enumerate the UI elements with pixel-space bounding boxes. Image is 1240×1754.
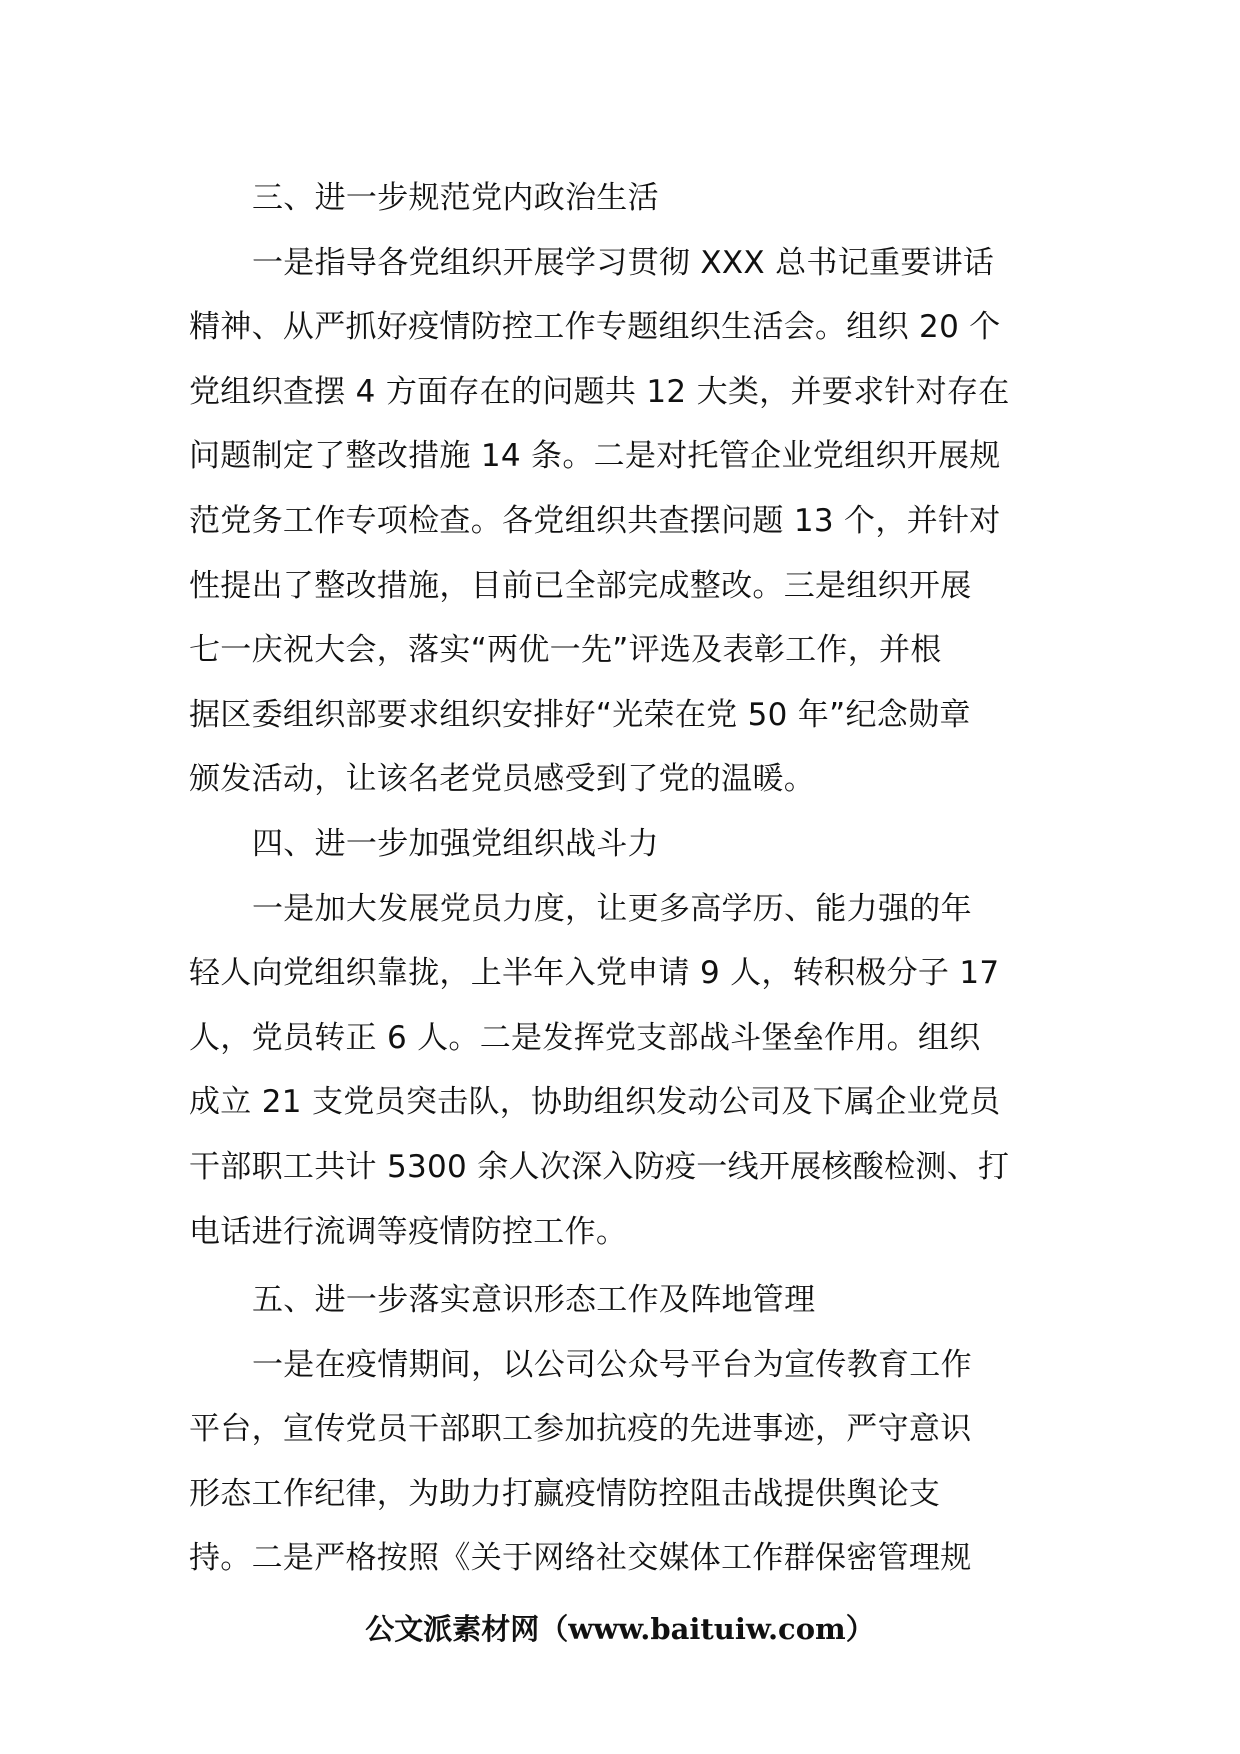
paragraph-line: 一是指导各党组织开展学习贯彻 XXX 总书记重要讲话 bbox=[252, 244, 995, 281]
paragraph-line: 轻人向党组织靠拢，上半年入党申请 9 人，转积极分子 17 bbox=[189, 955, 1000, 992]
section-heading: 五、进一步落实意识形态工作及阵地管理 bbox=[252, 1282, 816, 1319]
paragraph-line: 一是在疫情期间，以公司公众号平台为宣传教育工作 bbox=[252, 1346, 972, 1383]
paragraph-line: 电话进行流调等疫情防控工作。 bbox=[189, 1213, 628, 1250]
paragraph-line: 颁发活动，让该名老党员感受到了党的温暖。 bbox=[189, 761, 815, 798]
paragraph-line: 形态工作纪律，为助力打赢疫情防控阻击战提供舆论支 bbox=[189, 1475, 941, 1512]
paragraph-line: 干部职工共计 5300 余人次深入防疫一线开展核酸检测、打 bbox=[189, 1148, 1010, 1185]
paragraph-line: 一是加大发展党员力度，让更多高学历、能力强的年 bbox=[252, 890, 972, 927]
paragraph-line: 平台，宣传党员干部职工参加抗疫的先进事迹，严守意识 bbox=[189, 1411, 972, 1448]
paragraph-line: 成立 21 支党员突击队，协助组织发动公司及下属企业党员 bbox=[189, 1084, 1001, 1121]
section-heading: 四、进一步加强党组织战斗力 bbox=[252, 825, 659, 862]
paragraph-line: 性提出了整改措施，目前已全部完成整改。三是组织开展 bbox=[189, 567, 972, 604]
paragraph-line: 精神、从严抓好疫情防控工作专题组织生活会。组织 20 个 bbox=[189, 309, 1001, 346]
paragraph-line: 范党务工作专项检查。各党组织共查摆问题 13 个，并针对 bbox=[189, 502, 1001, 539]
section-heading: 三、进一步规范党内政治生活 bbox=[252, 180, 659, 216]
paragraph-line: 据区委组织部要求组织安排好“光荣在党 50 年”纪念勋章 bbox=[189, 696, 971, 733]
footer-watermark: 公文派素材网（www.baituiw.com） bbox=[365, 1612, 875, 1646]
paragraph-line: 问题制定了整改措施 14 条。二是对托管企业党组织开展规 bbox=[189, 438, 1001, 475]
document-body bbox=[189, 166, 1051, 1591]
paragraph-line: 党组织查摆 4 方面存在的问题共 12 大类，并要求针对存在 bbox=[189, 373, 1010, 410]
paragraph-line: 七一庆祝大会，落实“两优一先”评选及表彰工作，并根 bbox=[189, 632, 942, 669]
paragraph-line: 人，党员转正 6 人。二是发挥党支部战斗堡垒作用。组织 bbox=[189, 1019, 981, 1056]
paragraph-line: 持。二是严格按照《关于网络社交媒体工作群保密管理规 bbox=[189, 1540, 972, 1577]
